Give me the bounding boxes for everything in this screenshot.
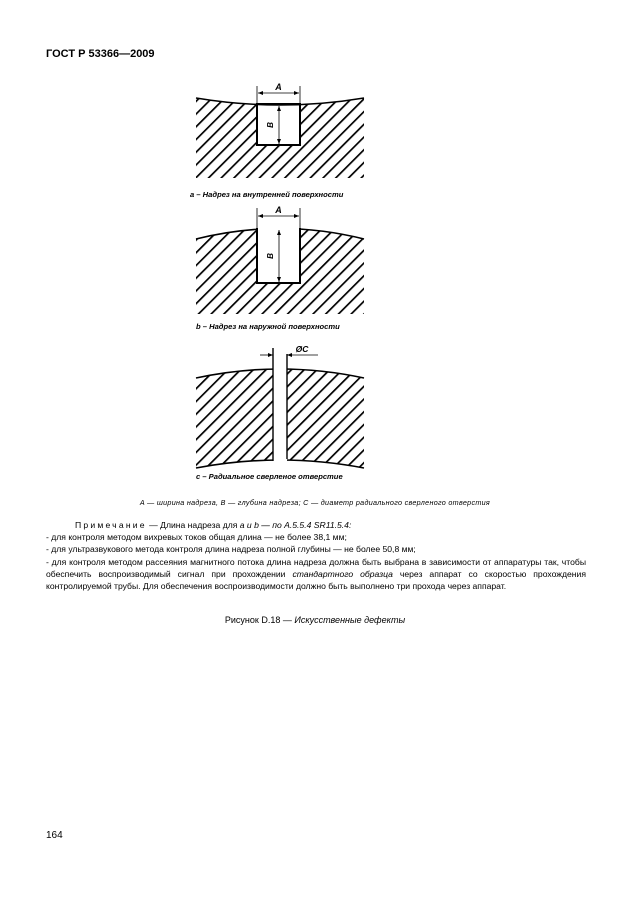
figure-b [180, 204, 380, 322]
figure-b-drawing [180, 204, 380, 322]
figure-a-drawing [180, 78, 380, 190]
figure-c [180, 340, 380, 470]
label-a: A [275, 205, 282, 215]
figure-title: Рисунок D.18 — Искусственные дефекты [224, 615, 406, 625]
label-b: B [266, 253, 275, 259]
label-a: A [275, 82, 282, 92]
note-block [46, 519, 586, 592]
caption-a: a – Надрез на внутренней поверхности [190, 190, 344, 199]
note-item-3: - для контроля методом рассеяния магнитного потока длина надреза должна быть выбрана в зависимости от аппаратуры так, чтобы обеспечить воспроизводимый сигнал при прохождении стандартного образца через аппарат со скоростью прохождения контролируемой трубы. Для обеспечения воспроизводимости должно быть выполнено три прохода через аппарат. [46, 556, 587, 592]
figure-c-drawing [180, 340, 380, 470]
note-label: Примечание [75, 520, 147, 530]
note-item-2: - для ультразвукового метода контроля длина надреза полной глубины — не более 50,8 мм; [46, 544, 416, 555]
notch [257, 227, 300, 283]
note-intro: Примечание — Длина надреза для a и b — по A.5.5.4 SR11.5.4: [75, 520, 352, 530]
note-item-1: - для контроля методом вихревых токов общая длина — не более 38,1 мм; [46, 532, 347, 543]
drilled-hole [273, 362, 287, 462]
label-b: B [266, 122, 275, 128]
figure-legend: A — ширина надреза, B — глубина надреза; C — диаметр радиального сверленого отверстия [139, 498, 491, 507]
label-c: ØC [295, 344, 309, 354]
caption-c: c – Радиальное сверленое отверстие [196, 472, 343, 481]
document-header: ГОСТ Р 53366—2009 [46, 48, 155, 60]
caption-b: b – Надрез на наружной поверхности [196, 322, 340, 331]
page-number: 164 [46, 830, 63, 841]
figure-a [180, 78, 380, 190]
